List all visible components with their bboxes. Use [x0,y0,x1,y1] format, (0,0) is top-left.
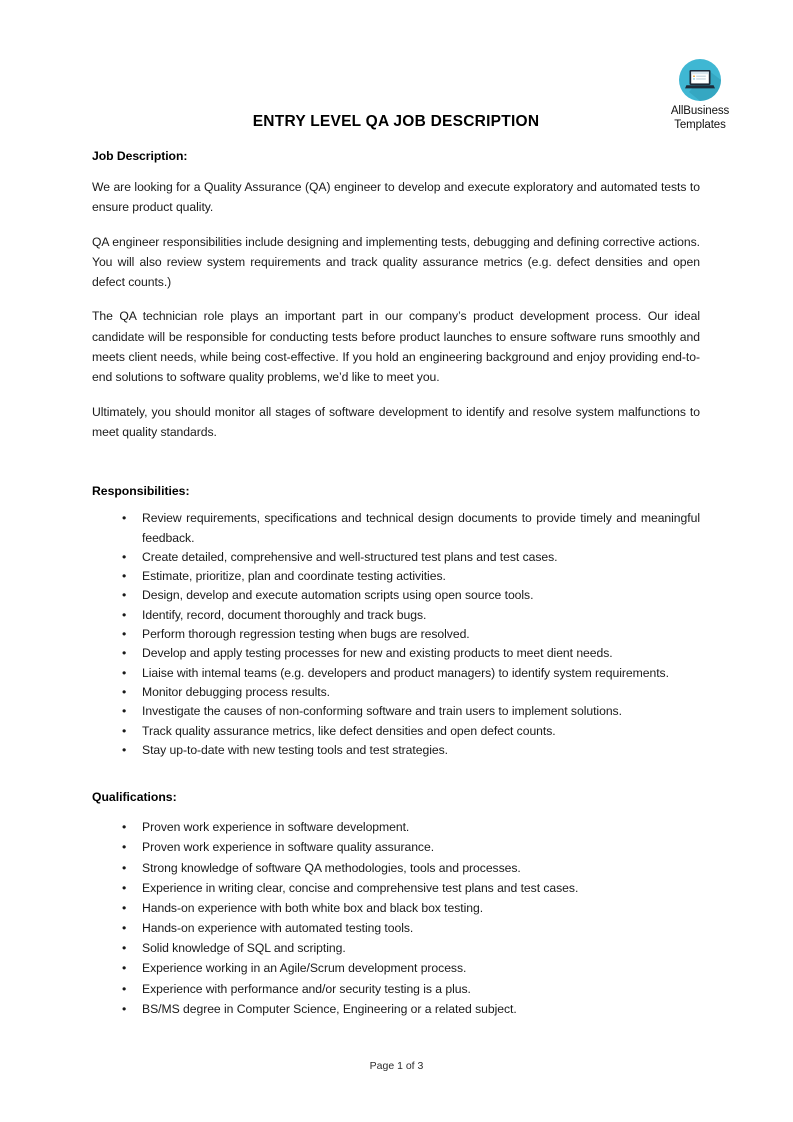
list-item [92,939,700,959]
list-item [92,509,700,548]
bullet-icon: • [122,549,127,564]
list-item [92,919,700,939]
intro-paragraph-2: QA engineer responsibilities include designing and implementing tests, debugging and defining corrective actions. You will also review system requirements and track quality assurance metrics (e.g. defect densities and open defect counts.) [92,234,700,290]
list-item-text: Hands-on experience with automated testing tools. [142,921,414,936]
bullet-icon: • [122,665,127,680]
list-item [92,959,700,979]
bullet-icon: • [122,588,127,603]
bullet-icon: • [122,941,127,956]
list-item [92,722,700,741]
bullet-icon: • [122,961,127,976]
list-item-text: Experience with performance and/or security testing is a plus. [142,981,471,996]
list-item [92,625,700,644]
list-item [92,741,700,760]
intro-paragraph-4: Ultimately, you should monitor all stages of software development to identify and resolve system malfunctions to meet quality standards. [92,404,700,439]
bullet-icon: • [122,684,127,699]
bullet-icon: • [122,646,127,661]
document-title: ENTRY LEVEL QA JOB DESCRIPTION [252,113,540,130]
document-body [92,0,700,1020]
bullet-icon: • [122,820,127,835]
list-item-text: Investigate the causes of non-conforming software and train users to implement solutions. [142,704,622,719]
bullet-icon: • [122,742,127,757]
list-item-text: BS/MS degree in Computer Science, Engineering or a related subject. [142,1001,517,1016]
bullet-icon: • [122,723,127,738]
list-item [92,567,700,586]
bullet-icon: • [122,900,127,915]
intro-paragraph-3: The QA technician role plays an important part in our company’s product development process. Our ideal candidate will be responsible for conducting tests before product launches to ensure software runs smoothly and meets client needs, while being cost-effective. If you hold an engineering background and enjoy providing end-to-end solutions to software quality problems, we’d like to meet you. [92,309,700,385]
list-item-text: Design, develop and execute automation scripts using open source tools. [142,588,534,603]
list-item-text: Liaise with intemal teams (e.g. developers and product managers) to identify system requirements. [142,665,669,680]
list-item [92,980,700,1000]
list-item [92,644,700,663]
list-item [92,879,700,899]
responsibilities-heading: Responsibilities: [92,484,190,499]
list-item [92,838,700,858]
list-item-text: Proven work experience in software quality assurance. [142,840,435,855]
list-item-text: Experience working in an Agile/Scrum development process. [142,961,467,976]
list-item-text: Experience in writing clear, concise and comprehensive test plans and test cases. [142,880,579,895]
bullet-icon: • [122,511,127,526]
bullet-icon: • [122,921,127,936]
bullet-icon: • [122,981,127,996]
list-item-text: Review requirements, specifications and technical design documents to provide timely and meaningful feedback. [142,511,700,545]
brand-name-line2: Templates [674,118,726,131]
intro-paragraph-1: We are looking for a Quality Assurance (QA) engineer to develop and execute exploratory and automated tests to ensure product quality. [92,180,700,215]
bullet-icon: • [122,627,127,642]
list-item-text: Perform thorough regression testing when bugs are resolved. [142,627,470,642]
list-item-text: Track quality assurance metrics, like defect densities and open defect counts. [142,723,556,738]
bullet-icon: • [122,880,127,895]
bullet-icon: • [122,704,127,719]
bullet-icon: • [122,607,127,622]
list-item [92,664,700,683]
list-item [92,548,700,567]
responsibilities-list [92,498,700,760]
list-item-text: Solid knowledge of SQL and scripting. [142,941,346,956]
list-item-text: Stay up-to-date with new testing tools and test strategies. [142,742,448,757]
list-item [92,586,700,605]
list-item [92,899,700,919]
list-item-text: Create detailed, comprehensive and well-structured test plans and test cases. [142,549,558,564]
list-item [92,606,700,625]
list-item-text: Develop and apply testing processes for new and existing products to meet dient needs. [142,646,613,661]
list-item-text: Proven work experience in software development. [142,820,410,835]
qualifications-list [92,804,700,1019]
list-item-text: Strong knowledge of software QA methodologies, tools and processes. [142,860,521,875]
list-item [92,818,700,838]
page-footer: Page 1 of 3 [369,1060,424,1072]
list-item [92,859,700,879]
list-item-text: Monitor debugging process results. [142,684,330,699]
qualifications-heading: Qualifications: [92,790,177,805]
brand-name-line1: AllBusiness [670,105,730,117]
list-item [92,1000,700,1020]
list-item-text: Hands-on experience with both white box and black box testing. [142,900,484,915]
job-description-label: Job Description: [92,149,188,163]
bullet-icon: • [122,860,127,875]
list-item-text: Identify, record, document thoroughly and track bugs. [142,607,427,622]
list-item-text: Estimate, prioritize, plan and coordinate testing activities. [142,569,446,584]
list-item [92,702,700,721]
bullet-icon: • [122,1001,127,1016]
bullet-icon: • [122,840,127,855]
list-item [92,683,700,702]
bullet-icon: • [122,569,127,584]
